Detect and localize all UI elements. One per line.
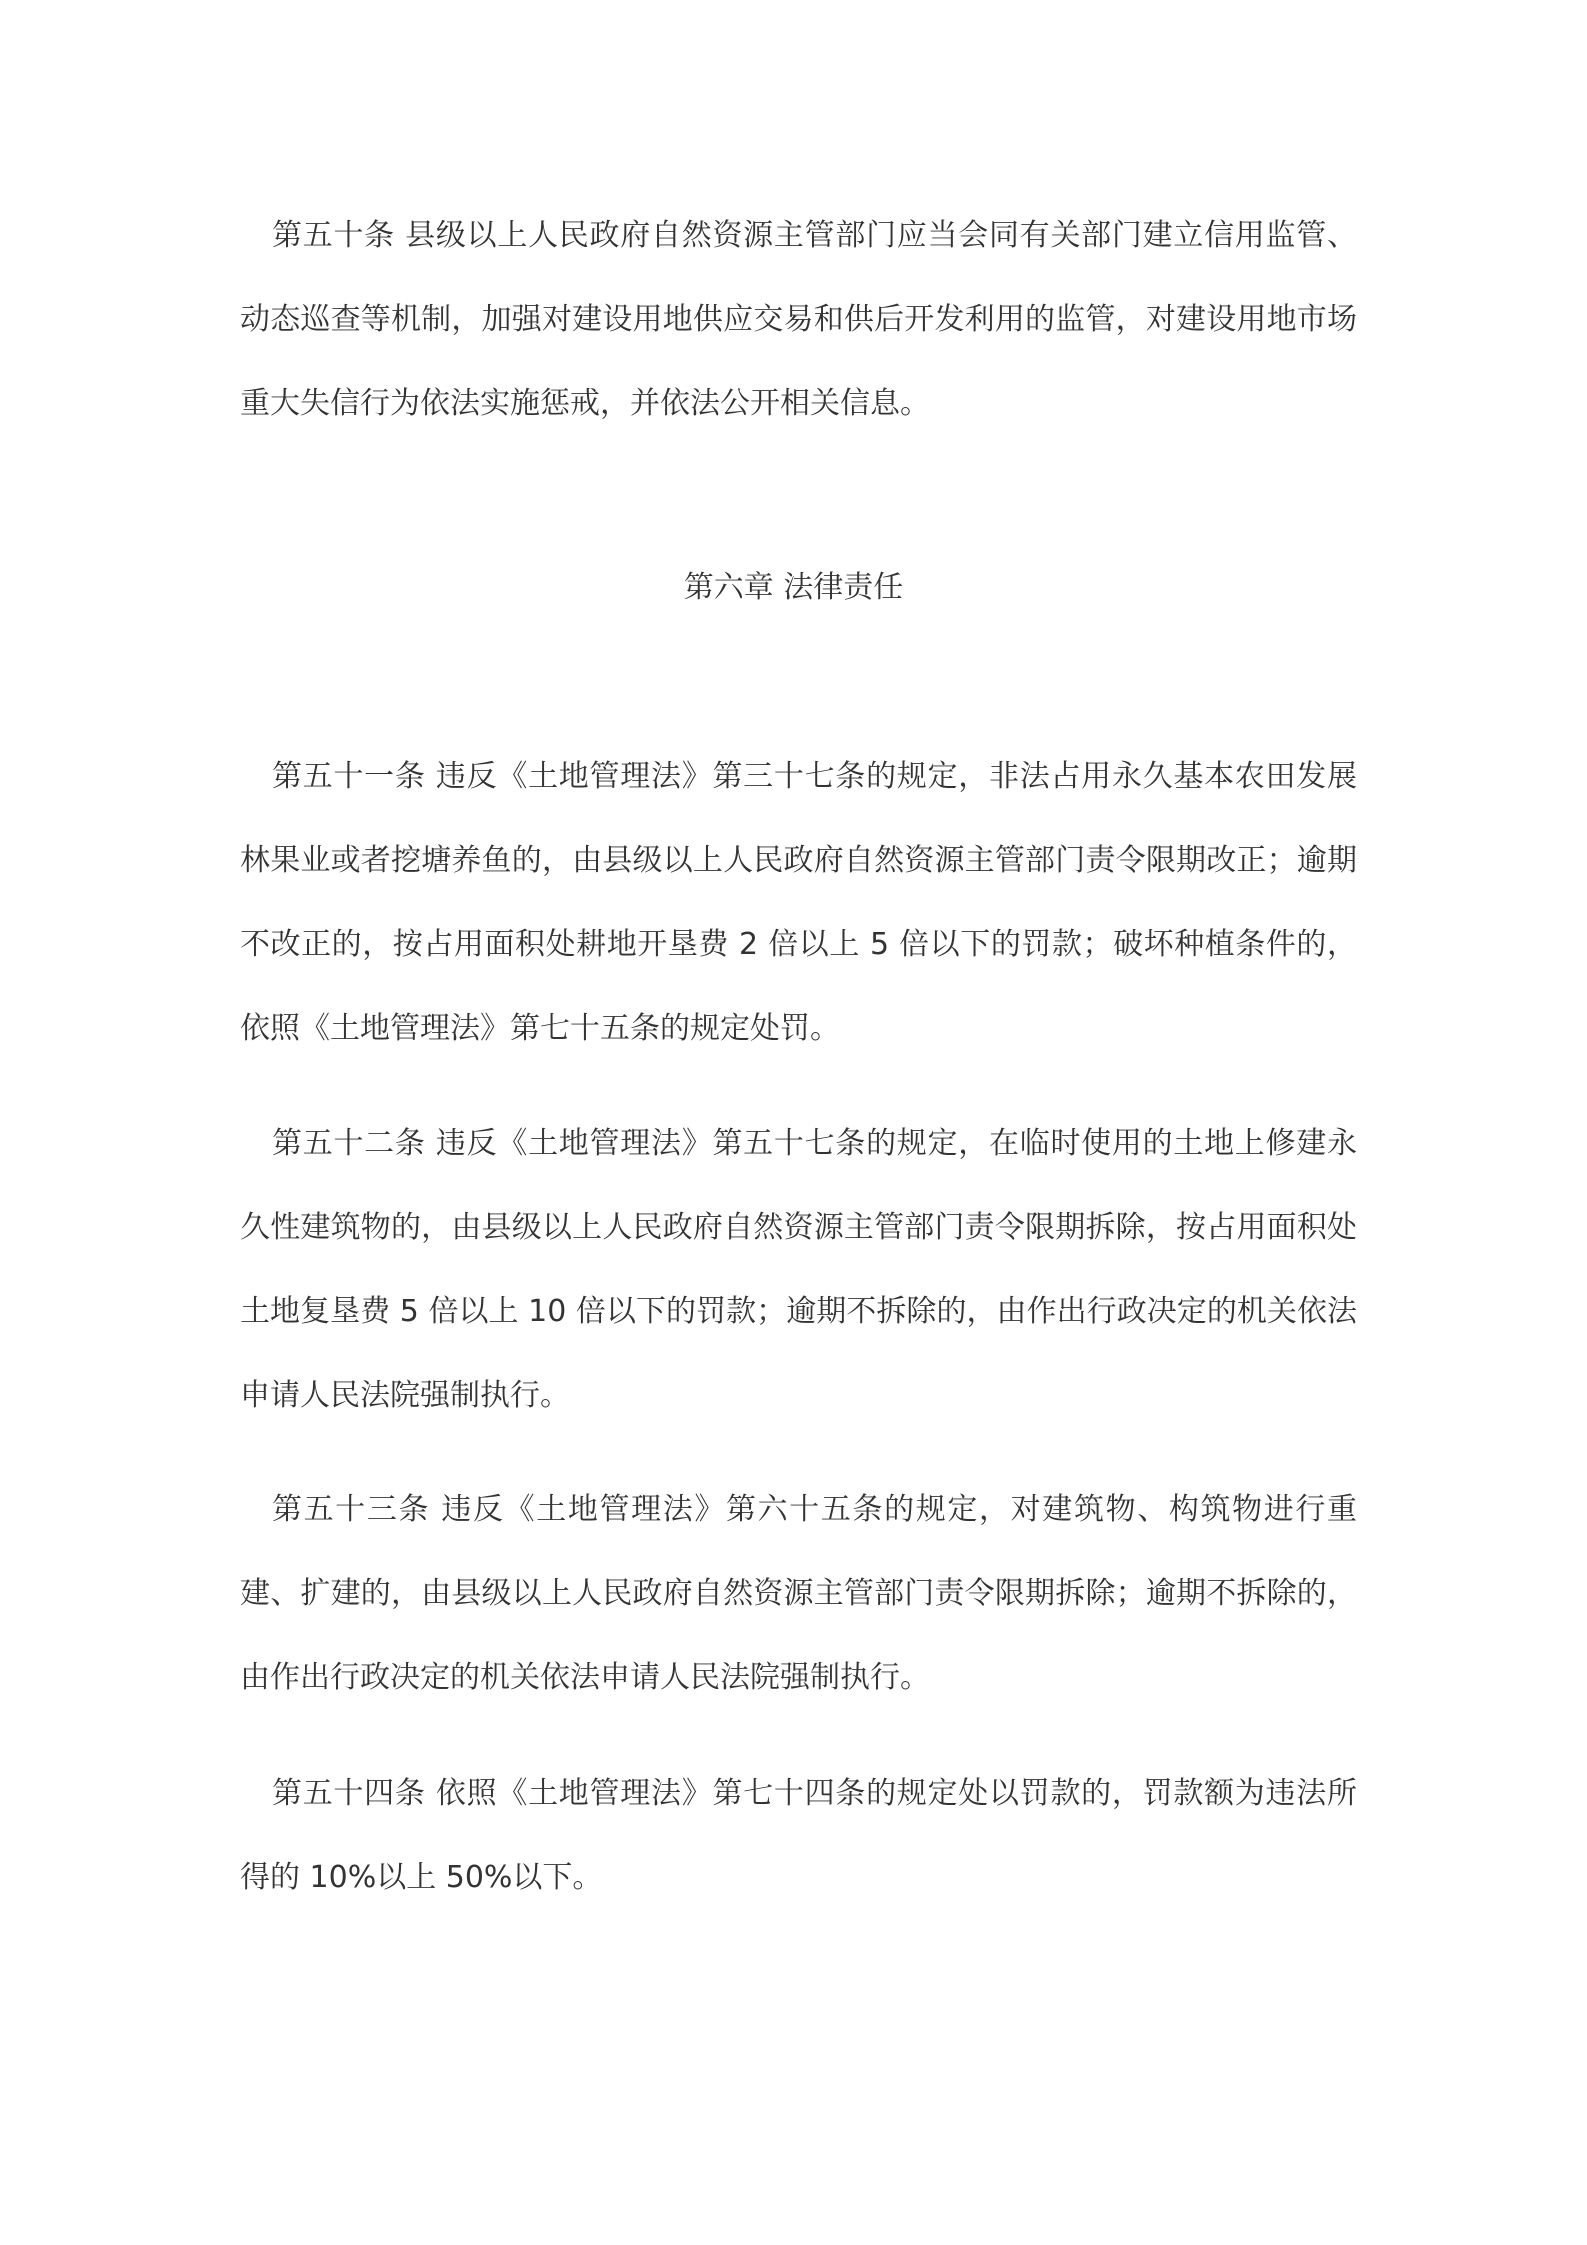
article-50-text: 第五十条 县级以上人民政府自然资源主管部门应当会同有关部门建立信用监管、动态巡查等机制，加强对建设用地供应交易和供后开发利用的监管，对建设用地市场重大失信行为依法实施惩戒，并依法公开相关信息。 (240, 218, 1357, 421)
article-52-text: 第五十二条 违反《土地管理法》第五十七条的规定，在临时使用的土地上修建永久性建筑物的，由县级以上人民政府自然资源主管部门责令限期拆除，按占用面积处土地复垦费 5 倍以上 10 倍以下的罚款；逾期不拆除的，由作出行政决定的机关依法申请人民法院强制执行。 (240, 1126, 1357, 1413)
article-53-text: 第五十三条 违反《土地管理法》第六十五条的规定，对建筑物、构筑物进行重建、扩建的，由县级以上人民政府自然资源主管部门责令限期拆除；逾期不拆除的，由作出行政决定的机关依法申请人民法院强制执行。 (240, 1492, 1357, 1695)
article-53 (240, 1468, 1357, 1720)
article-52 (240, 1102, 1357, 1438)
article-50 (240, 194, 1357, 446)
article-51-text: 第五十一条 违反《土地管理法》第三十七条的规定，非法占用永久基本农田发展林果业或者挖塘养鱼的，由县级以上人民政府自然资源主管部门责令限期改正；逾期不改正的，按占用面积处耕地开垦费 2 倍以上 5 倍以下的罚款；破坏种植条件的，依照《土地管理法》第七十五条的规定处罚。 (240, 759, 1357, 1046)
article-51 (240, 735, 1357, 1071)
article-54 (240, 1752, 1357, 1920)
article-54-text: 第五十四条 依照《土地管理法》第七十四条的规定处以罚款的，罚款额为违法所得的 10%以上 50%以下。 (240, 1776, 1357, 1895)
chapter-heading: 第六章 法律责任 (683, 570, 904, 605)
